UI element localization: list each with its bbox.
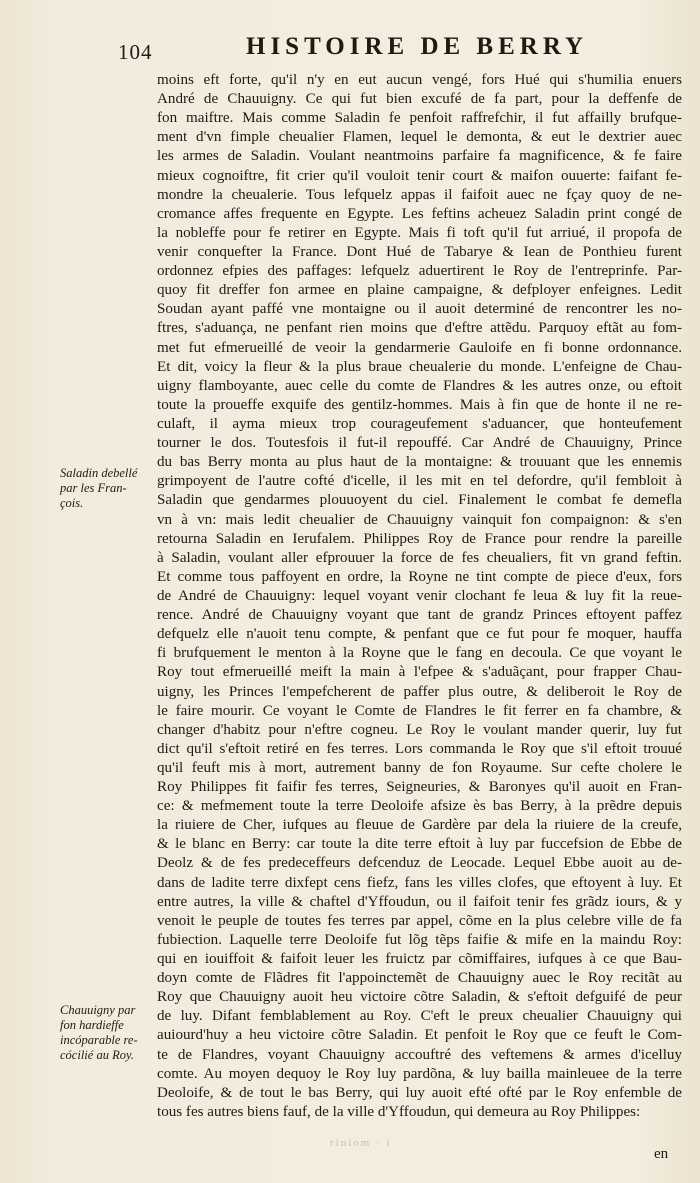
text-line: doyn comte de Flãdres fit l'appoinctemẽt de Chauuigny auec le Roy recitãt au [157, 970, 682, 987]
text-line: met fut efmerueillé de veoir la gendarmerie Gauloife en fi bonne ordonnance. [157, 339, 682, 356]
text-line: cromance affes frequente en Egypte. Les feftins acheuez Saladin print congé de [157, 205, 682, 222]
text-line: rence. André de Chauuigny voyant que tant de grandz Princes eftoyent paffez [157, 607, 682, 624]
text-line: changer d'habitz pour n'eftre cogneu. Le Roy le voulant mander querir, luy fut [157, 721, 682, 738]
text-line: les armes de Saladin. Voulant neantmoins parfaire fa magnificence, & fe faire [157, 148, 682, 165]
text-line: defquelz elle n'auoit tenu compte, & penfant que ce fut pour fe moquer, hauffa [157, 626, 682, 643]
text-line: qu'il feuft mis à mort, autrement banny de fon Royaume. Sur cefte cholere le [157, 759, 682, 776]
text-line: Roy que Chauuigny auoit heu victoire cõtre Saladin, & s'eftoit defguifé de peur [157, 989, 682, 1006]
text-line: Et comme tous paffoyent en ordre, la Royne ne tint compte de piece d'eux, fors [157, 568, 682, 585]
margin-note-line: par les Fran- [60, 481, 127, 495]
text-line: entre autres, la ville & chaftel d'Yffoudun, ou il faifoit tenir fes grãdz iours, & y [157, 893, 682, 910]
text-line: comte. Au moyen dequoy le Roy luy pardõna, & luy bailla mainleuee de la terre [157, 1065, 682, 1082]
text-line: tous fes autres biens fauf, de la ville d'Yffoudun, qui demeura au Roy Philippes: [157, 1103, 641, 1120]
text-line: de André de Chauuigny: lequel voyant venir clochant fe leua & luy fit la reue- [157, 587, 682, 604]
text-line: Et dit, voicy la fleur & la plus braue cheualerie du monde. L'enfeigne de Chau- [157, 358, 682, 375]
text-line: Soudan ayant paffé vne montaigne ou il auoit determiné de rencontrer les no- [157, 301, 682, 318]
text-line: fubiection. Laquelle terre Deoloife fut lõg tẽps faifie & mife en la maindu Roy: [157, 931, 682, 948]
text-line: toute la proueffe exquife des gentilz-hommes. Mais à fin que de honte il ne re- [157, 396, 682, 413]
margin-note-saladin [60, 466, 156, 511]
page-number: 104 [118, 40, 153, 64]
text-line: ce: & mefmement toute la terre Deoloife afsize ès bas Berry, à la prẽdre depuis [157, 798, 682, 815]
text-line: uigny flamboyante, auec celle du comte de Flandres & les autres onze, ou eftoit [157, 377, 682, 394]
text-line: retourna Saladin en Ierufalem. Philippes Roy de France pour rendre la pareille [157, 530, 682, 547]
margin-note-line: Saladin debellé [60, 466, 138, 480]
text-line: la nobleffe pour fe retirer en Egypte. Mais fi toft qu'il fut arriué, il propofa de [157, 224, 682, 241]
text-line: mondre la cheualerie. Tous lefquelz appas il faifoit auec ne fçay quoy de ne- [157, 186, 682, 203]
text-line: culaft, il ayma mieux trop courageufement s'aduancer, que honteufement [157, 415, 682, 432]
text-line: fi brufquement le menton à la Royne que le fang en decoula. Ce que voyant le [157, 645, 682, 662]
text-line: moins eft forte, qu'il n'y en eut aucun vengé, fors Hué qui s'humilia enuers [157, 72, 682, 88]
text-line: à Saladin, voulant aller efprouuer la force de fes cheualiers, fit vn grand feftin. [157, 549, 682, 566]
text-line: Deoloife, & de tout le bas Berry, qui luy auoit efté ofté par le Roy enfemble de [157, 1084, 682, 1101]
text-line: mieux cognoiftre, fit crier qu'il vouloit tenir court & maifon ouuerte: faifant fe- [157, 167, 682, 184]
margin-note-chauuigny [60, 1003, 156, 1063]
text-line: ftres, s'aduança, ne penfant rien moins que d'eftre attẽdu. Parquoy eftãt au fom- [157, 320, 682, 337]
text-line: fon maiftre. Mais comme Saladin fe penfoit raffrefchir, il fut affailly brufque- [157, 110, 682, 127]
text-line: du bas Berry monta au plus haut de la montaigne: & trouuant que les ennemis [157, 454, 682, 471]
bleed-through-text: riniom · i [330, 1137, 392, 1149]
text-line: uigny, les Princes l'empefcherent de paffer plus outre, & deliberoit le Roy de [157, 683, 682, 700]
text-line: Deolz & de fes predeceffeurs defcenduz de Leocade. Lequel Ebbe auoit au de- [157, 855, 682, 872]
body-text [157, 71, 682, 1122]
text-line: Saladin que gendarmes plouuoyent du ciel. Finalement le combat fe demefla [157, 492, 682, 509]
text-line: grimpoyent de l'autre cofté d'icelle, il les mit en tel defordre, qu'il fembloit à [157, 473, 682, 490]
text-line: ordonnez efpies des paffages: lefquelz aduertirent le Roy de l'entreprinfe. Par- [157, 263, 682, 280]
running-head: HISTOIRE DE BERRY [246, 33, 589, 60]
text-line: quoy fit dreffer fon armee en plaine campaigne, & defployer enfeignes. Ledit [157, 282, 682, 299]
text-line: de luy. Difant femblablement au Roy. C'eft le preux cheualier Chauuigny qui [157, 1008, 682, 1025]
text-line: venir conquefter la France. Dont Hué de Tabarye & Iean de Ponthieu furent [157, 243, 682, 260]
text-line: Roy Philippes fit faifir fes terres, Seigneuries, & Baronyes qu'il auoit en Fran- [157, 779, 682, 796]
text-line: te de Flandres, voyant Chauuigny accouftré des veftemens & armes d'icelluy [157, 1046, 682, 1063]
text-line: la riuiere de Cher, iufques au fleuue de Gardère par dela la riuiere de la creufe, [157, 817, 682, 834]
margin-note-line: cócilié au Roy. [60, 1048, 134, 1062]
text-line: venoit le peuple de toutes fes terres par appel, cõme en la plus celebre ville de fa [157, 912, 682, 929]
text-line: vn à vn: mais ledit cheualier de Chauuigny vainquit fon compaignon: & s'en [157, 511, 682, 528]
text-line: qui en iouiffoit & faifoit leuer les fruictz par cõmiffaires, iufques à ce que Bau- [157, 951, 682, 968]
text-line: tourner le dos. Toutesfois il fut-il repouffé. Car André de Chauuigny, Prince [157, 435, 682, 452]
text-line: André de Chauuigny. Ce qui fut bien excufé de fa part, pour la deffenfe de [157, 91, 682, 108]
text-line: dict qu'il s'eftoit retiré en fes terres. Lors commanda le Roy que s'il eftoit trouué [157, 740, 682, 757]
text-line: Roy tout efmerueillé meift la main à l'efpee & s'aduãçant, pour frapper Chau- [157, 664, 682, 681]
text-line: dans de ladite terre dixfept cens fiefz, fans les villes clofes, que eftoyent à luy. Et [157, 874, 682, 891]
margin-note-line: Chauuigny par [60, 1003, 136, 1017]
margin-note-line: çois. [60, 496, 84, 510]
catchword: en [654, 1146, 669, 1162]
text-line: le faire mourir. Ce voyant le Comte de Flandres le fit ferrer en fa chambre, & [157, 702, 682, 719]
margin-note-line: incóparable re- [60, 1033, 138, 1047]
text-line: ment d'vn fimple cheualier Flamen, lequel le demonta, & eut le dextrier auec [157, 129, 682, 146]
text-line: & le blanc en Berry: car toute la dite terre eftoit à luy par fuccefsion de Ebbe de [157, 836, 682, 853]
text-line: auiourd'huy a heu victoire cõtre Saladin. Et penfoit le Roy que ce feuft le Com- [157, 1027, 682, 1044]
margin-note-line: fon hardieffe [60, 1018, 124, 1032]
